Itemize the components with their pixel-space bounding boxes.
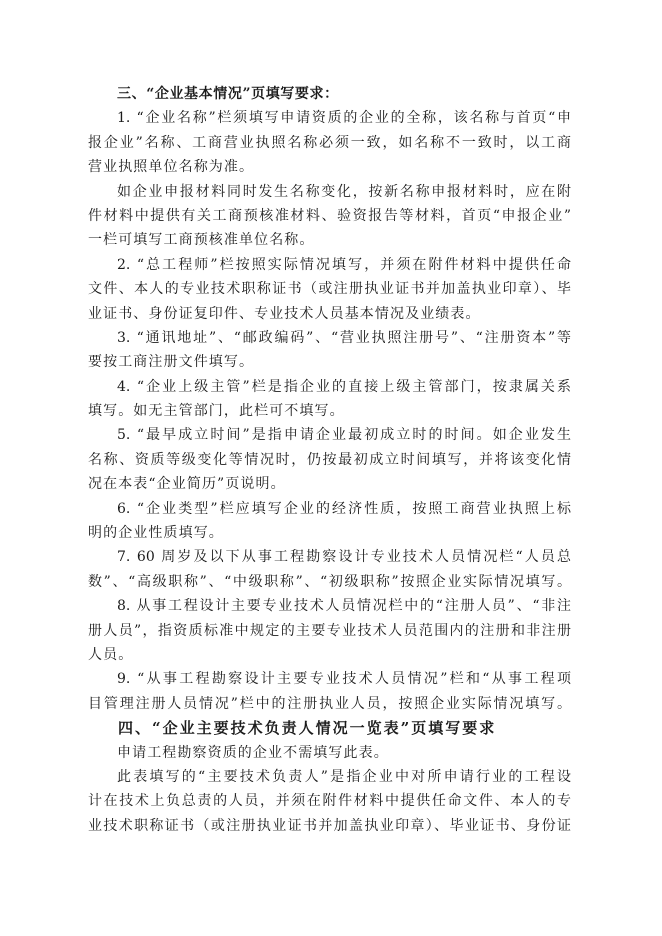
text-line: 4. “企业上级主管”栏是指企业的直接上级主管部门，按隶属关系 bbox=[117, 378, 571, 395]
text-line: 件材料中提供有关工商预核准材料、验资报告等材料，首页“申报企业” bbox=[88, 207, 571, 224]
text-line: 要按工商注册文件填写。 bbox=[88, 354, 255, 371]
paragraph-item-3 bbox=[88, 326, 571, 375]
text-line: 如企业申报材料同时发生名称变化，按新名称申报材料时，应在附 bbox=[117, 183, 571, 200]
text-line: 业技术职称证书（或注册执业证书并加盖执业印章）、毕业证书、身份证 bbox=[88, 817, 571, 834]
text-line: 况在本表“企业简历”页说明。 bbox=[88, 476, 286, 493]
text-line: 申请工程勘察资质的企业不需填写此表。 bbox=[117, 744, 389, 761]
text-line: 数”、“高级职称”、“中级职称”、“初级职称”按照企业实际情况填写。 bbox=[88, 573, 571, 590]
document-page bbox=[88, 82, 571, 838]
text-line: 业证书、身份证复印件、专业技术人员基本情况及业绩表。 bbox=[88, 305, 481, 322]
text-line: 2. “总工程师”栏按照实际情况填写，并须在附件材料中提供任命 bbox=[117, 256, 571, 273]
text-line: 5. “最早成立时间”是指申请企业最初成立时的时间。如企业发生 bbox=[117, 427, 571, 444]
paragraph-item-9 bbox=[88, 667, 571, 716]
text-line: 9. “从事工程勘察设计主要专业技术人员情况”栏和“从事工程项 bbox=[117, 671, 571, 688]
text-line: 8. 从事工程设计主要专业技术人员情况栏中的“注册人员”、“非注 bbox=[117, 598, 571, 615]
paragraph-item-1 bbox=[88, 106, 571, 179]
text-line: 营业执照单位名称为准。 bbox=[88, 159, 255, 176]
paragraph-name-change bbox=[88, 180, 571, 253]
text-line: 名称、资质等级变化等情况时，仍按最初成立时间填写，并将该变化情 bbox=[88, 451, 571, 468]
text-line: 7. 60 周岁及以下从事工程勘察设计专业技术人员情况栏“人员总 bbox=[117, 549, 571, 566]
text-line: 计在技术上负总责的人员，并须在附件材料中提供任命文件、本人的专 bbox=[88, 793, 571, 810]
text-line: 3. “通讯地址”、“邮政编码”、“营业执照注册号”、“注册资本”等 bbox=[117, 329, 571, 346]
text-line: 人员。 bbox=[88, 646, 134, 663]
text-line: 明的企业性质填写。 bbox=[88, 525, 224, 542]
paragraph-tech-lead bbox=[88, 765, 571, 838]
paragraph-item-4 bbox=[88, 375, 571, 424]
text-line: 一栏可填写工商预核准单位名称。 bbox=[88, 232, 315, 249]
paragraph-item-7 bbox=[88, 545, 571, 594]
paragraph-survey-note bbox=[88, 741, 571, 765]
text-line: 册人员”，指资质标准中规定的主要专业技术人员范围内的注册和非注册 bbox=[88, 622, 571, 639]
paragraph-item-6 bbox=[88, 497, 571, 546]
text-line: 此表填写的“主要技术负责人”是指企业中对所申请行业的工程设 bbox=[117, 768, 571, 785]
section-heading: 四、“企业主要技术负责人情况一览表”页填写要求 bbox=[118, 719, 497, 738]
text-line: 1. “企业名称”栏须填写申请资质的企业的全称，该名称与首页“申 bbox=[117, 110, 571, 127]
text-line: 6. “企业类型”栏应填写企业的经济性质，按照工商营业执照上标 bbox=[117, 500, 571, 517]
paragraph-item-8 bbox=[88, 594, 571, 667]
text-line: 目管理注册人员情况”栏中的注册执业人员，按照企业实际情况填写。 bbox=[88, 695, 571, 712]
text-line: 报企业”名称、工商营业执照名称必须一致，如名称不一致时，以工商 bbox=[88, 134, 571, 151]
section-heading: 三、“企业基本情况”页填写要求： bbox=[117, 86, 339, 102]
text-line: 文件、本人的专业技术职称证书（或注册执业证书并加盖执业印章）、毕 bbox=[88, 281, 571, 298]
text-line: 填写。如无主管部门，此栏可不填写。 bbox=[88, 403, 345, 420]
paragraph-item-5 bbox=[88, 423, 571, 496]
paragraph-item-2 bbox=[88, 253, 571, 326]
